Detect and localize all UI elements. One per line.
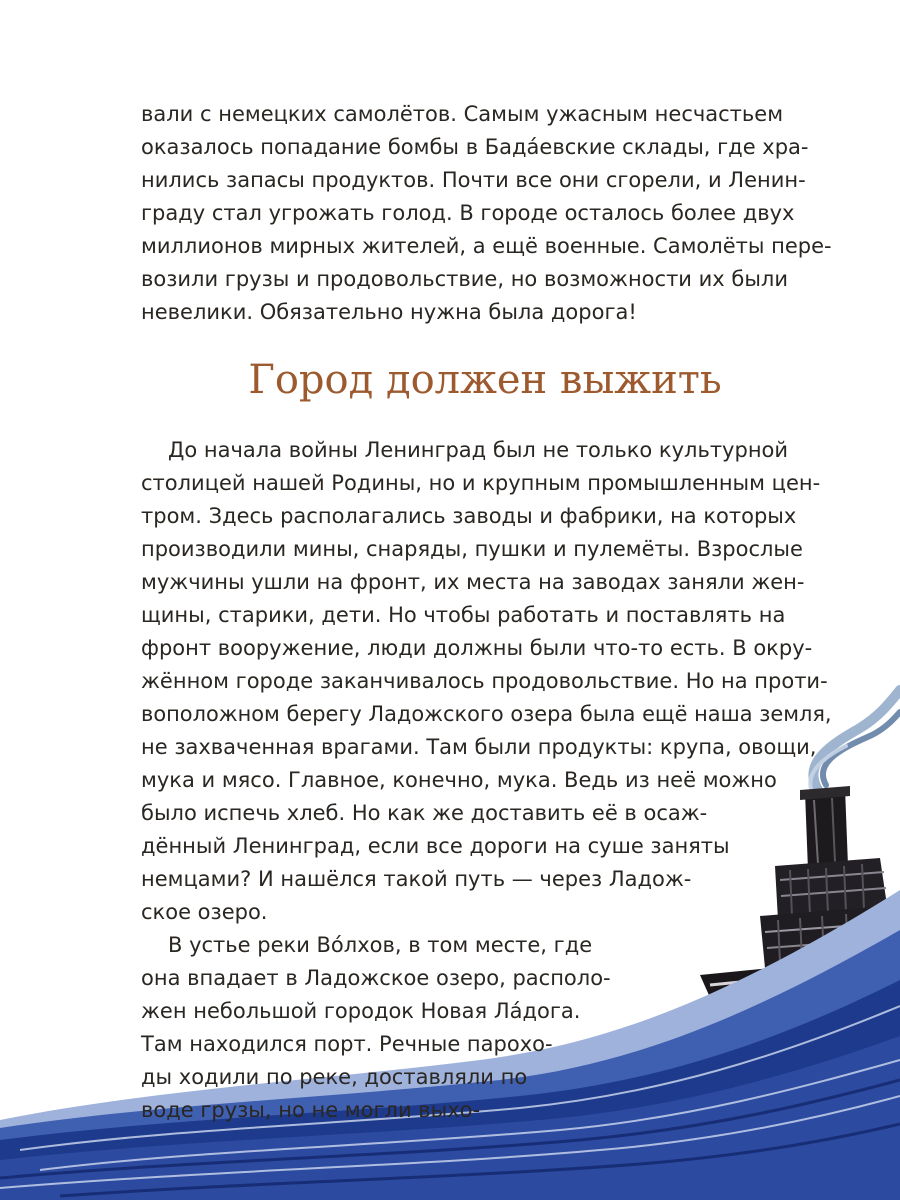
text-line: фронт вооружение, люди должны были что-то есть. В окру- [141,636,813,660]
text-line: щины, старики, дети. Но чтобы работать и поставлять на [141,603,786,627]
section-heading: Город должен выжить [248,357,722,403]
text-line: нились запасы продуктов. Почти все они сгорели, и Ленин- [141,168,806,192]
text-line: было испечь хлеб. Но как же доставить её в осаж- [141,801,708,825]
text-line: жённом городе заканчивалось продовольствие. Но на проти- [141,669,828,693]
text-line: воде грузы, но не могли выхо- [141,1098,481,1122]
text-line: мука и мясо. Главное, конечно, мука. Ведь из неё можно [141,768,777,792]
text-line: мужчины ушли на фронт, их места на заводах заняли жен- [141,570,805,594]
text-line: столицей нашей Родины, но и крупным промышленным цен- [141,471,821,495]
text-line: В устье реки Во́лхов, в том месте, где [168,933,593,957]
text-line: производили мины, снаряды, пушки и пулемёты. Взрослые [141,537,803,561]
text-line: воположном берегу Ладожского озера была ещё наша земля, [141,702,832,726]
text-line: не захваченная врагами. Там были продукты: крупа, овощи, [141,735,817,759]
text-line: оказалось попадание бомбы в Бада́евские склады, где хра- [141,135,809,159]
text-line: ды ходили по реке, доставляли по [141,1065,528,1089]
text-line: До начала войны Ленинград был не только культурной [168,438,789,462]
text-line: граду стал угрожать голод. В городе осталось более двух [141,201,795,225]
text-line: миллионов мирных жителей, а ещё военные. Самолёты пере- [141,234,832,258]
text-line: Там находился порт. Речные парохо- [141,1032,553,1056]
text-line: вали с немецких самолётов. Самым ужасным несчастьем [141,102,784,126]
text-line: немцами? И нашёлся такой путь — через Ладож- [141,867,692,891]
text-line: жен небольшой городок Новая Ла́дога. [141,999,581,1023]
text-line: невелики. Обязательно нужна была дорога! [141,300,637,324]
text-line: ское озеро. [141,900,268,924]
text-line: тром. Здесь располагались заводы и фабрики, на которых [141,504,797,528]
text-line: дённый Ленинград, если все дороги на суше заняты [141,834,730,858]
text-line: возили грузы и продовольствие, но возможности их были [141,267,788,291]
text-line: она впадает в Ладожское озеро, располо- [141,966,611,990]
